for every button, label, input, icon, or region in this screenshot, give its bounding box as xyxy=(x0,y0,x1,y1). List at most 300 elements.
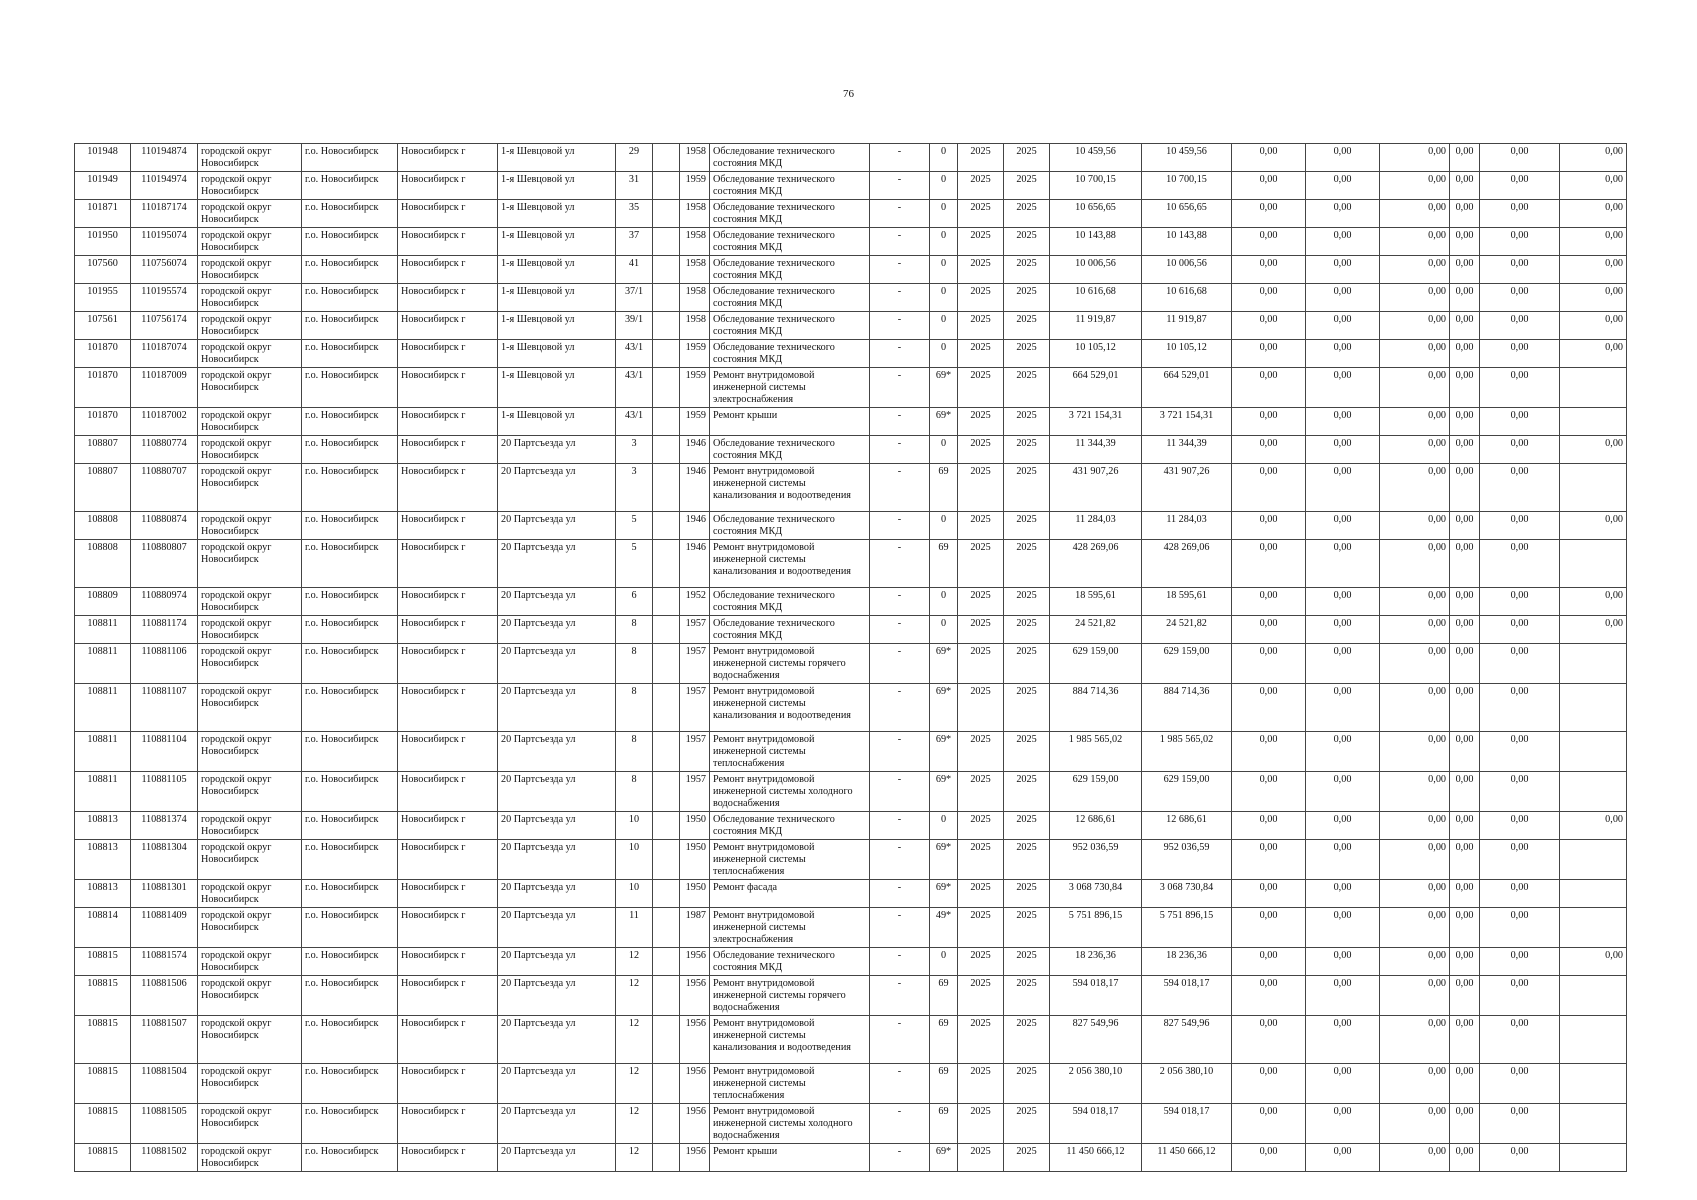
work-id-cell: 110194874 xyxy=(131,144,198,172)
year-end-cell: 2025 xyxy=(1004,368,1050,408)
wear-cell: 69 xyxy=(930,976,958,1016)
street-cell: 20 Партсъезда ул xyxy=(498,840,616,880)
district-cell: г.о. Новосибирск xyxy=(302,732,398,772)
work-type-cell: Ремонт внутридомовой инженерной системы горячего водоснабжения xyxy=(710,644,870,684)
amount-cell: 0,00 xyxy=(1380,976,1450,1016)
table-row xyxy=(75,464,1627,512)
work-id-cell: 110756174 xyxy=(131,312,198,340)
amount-cell: 0,00 xyxy=(1232,1104,1306,1144)
amount-cell xyxy=(1560,772,1627,812)
cost-total-cell: 5 751 896,15 xyxy=(1050,908,1142,948)
amount-cell: 0,00 xyxy=(1232,908,1306,948)
year-start-cell: 2025 xyxy=(958,732,1004,772)
amount-cell: 0,00 xyxy=(1232,684,1306,732)
amount-cell: 0,00 xyxy=(1560,312,1627,340)
municipality-cell: городской округ Новосибирск xyxy=(198,732,302,772)
year-start-cell: 2025 xyxy=(958,512,1004,540)
building-cell xyxy=(653,976,680,1016)
year-end-cell: 2025 xyxy=(1004,840,1050,880)
amount-cell: 0,00 xyxy=(1450,616,1480,644)
table-row xyxy=(75,772,1627,812)
house-number-cell: 10 xyxy=(616,840,653,880)
house-number-cell: 8 xyxy=(616,684,653,732)
work-id-cell: 110880807 xyxy=(131,540,198,588)
wear-cell: 69 xyxy=(930,540,958,588)
year-start-cell: 2025 xyxy=(958,256,1004,284)
amount-cell: 0,00 xyxy=(1560,812,1627,840)
amount-cell: 0,00 xyxy=(1450,436,1480,464)
work-type-cell: Обследование технического состояния МКД xyxy=(710,172,870,200)
amount-cell: 0,00 xyxy=(1306,908,1380,948)
amount-cell: 0,00 xyxy=(1306,228,1380,256)
house-number-cell: 43/1 xyxy=(616,340,653,368)
work-type-cell: Обследование технического состояния МКД xyxy=(710,284,870,312)
municipality-cell: городской округ Новосибирск xyxy=(198,200,302,228)
cost-fund-cell: 5 751 896,15 xyxy=(1142,908,1232,948)
city-cell: Новосибирск г xyxy=(398,684,498,732)
municipality-cell: городской округ Новосибирск xyxy=(198,1144,302,1172)
cost-fund-cell: 10 105,12 xyxy=(1142,340,1232,368)
building-cell xyxy=(653,684,680,732)
house-id-cell: 108808 xyxy=(75,540,131,588)
building-cell xyxy=(653,1144,680,1172)
amount-cell: 0,00 xyxy=(1306,284,1380,312)
amount-cell: 0,00 xyxy=(1232,256,1306,284)
wear-cell: 0 xyxy=(930,616,958,644)
municipality-cell: городской округ Новосибирск xyxy=(198,340,302,368)
amount-cell: 0,00 xyxy=(1480,144,1560,172)
amount-cell: 0,00 xyxy=(1450,284,1480,312)
house-number-cell: 11 xyxy=(616,908,653,948)
district-cell: г.о. Новосибирск xyxy=(302,540,398,588)
cost-fund-cell: 10 700,15 xyxy=(1142,172,1232,200)
year-end-cell: 2025 xyxy=(1004,340,1050,368)
cost-total-cell: 2 056 380,10 xyxy=(1050,1064,1142,1104)
year-built-cell: 1959 xyxy=(680,340,710,368)
cost-fund-cell: 827 549,96 xyxy=(1142,1016,1232,1064)
amount-cell: 0,00 xyxy=(1306,644,1380,684)
year-start-cell: 2025 xyxy=(958,684,1004,732)
amount-cell: 0,00 xyxy=(1450,948,1480,976)
work-id-cell: 110880707 xyxy=(131,464,198,512)
year-built-cell: 1987 xyxy=(680,908,710,948)
city-cell: Новосибирск г xyxy=(398,948,498,976)
amount-cell: 0,00 xyxy=(1450,172,1480,200)
year-built-cell: 1958 xyxy=(680,256,710,284)
table-row xyxy=(75,340,1627,368)
amount-cell: 0,00 xyxy=(1380,512,1450,540)
house-number-cell: 37 xyxy=(616,228,653,256)
cost-total-cell: 10 105,12 xyxy=(1050,340,1142,368)
year-built-cell: 1959 xyxy=(680,172,710,200)
year-end-cell: 2025 xyxy=(1004,256,1050,284)
city-cell: Новосибирск г xyxy=(398,200,498,228)
house-id-cell: 108811 xyxy=(75,616,131,644)
amount-cell xyxy=(1560,540,1627,588)
house-number-cell: 43/1 xyxy=(616,408,653,436)
work-type-cell: Обследование технического состояния МКД xyxy=(710,812,870,840)
amount-cell: 0,00 xyxy=(1306,144,1380,172)
amount-cell: 0,00 xyxy=(1380,256,1450,284)
amount-cell xyxy=(1560,732,1627,772)
district-cell: г.о. Новосибирск xyxy=(302,512,398,540)
municipality-cell: городской округ Новосибирск xyxy=(198,540,302,588)
house-id-cell: 101950 xyxy=(75,228,131,256)
amount-cell: 0,00 xyxy=(1232,408,1306,436)
cost-fund-cell: 884 714,36 xyxy=(1142,684,1232,732)
year-end-cell: 2025 xyxy=(1004,812,1050,840)
building-cell xyxy=(653,908,680,948)
street-cell: 1-я Шевцовой ул xyxy=(498,256,616,284)
amount-cell: 0,00 xyxy=(1480,172,1560,200)
dash-cell: - xyxy=(870,948,930,976)
amount-cell: 0,00 xyxy=(1306,684,1380,732)
amount-cell: 0,00 xyxy=(1306,464,1380,512)
wear-cell: 0 xyxy=(930,144,958,172)
cost-fund-cell: 18 236,36 xyxy=(1142,948,1232,976)
cost-total-cell: 11 450 666,12 xyxy=(1050,1144,1142,1172)
year-start-cell: 2025 xyxy=(958,340,1004,368)
year-built-cell: 1957 xyxy=(680,684,710,732)
amount-cell: 0,00 xyxy=(1306,540,1380,588)
city-cell: Новосибирск г xyxy=(398,144,498,172)
dash-cell: - xyxy=(870,880,930,908)
table-row xyxy=(75,812,1627,840)
district-cell: г.о. Новосибирск xyxy=(302,588,398,616)
wear-cell: 69 xyxy=(930,1064,958,1104)
dash-cell: - xyxy=(870,812,930,840)
work-id-cell: 110187009 xyxy=(131,368,198,408)
cost-fund-cell: 24 521,82 xyxy=(1142,616,1232,644)
cost-total-cell: 629 159,00 xyxy=(1050,772,1142,812)
street-cell: 20 Партсъезда ул xyxy=(498,948,616,976)
cost-total-cell: 10 656,65 xyxy=(1050,200,1142,228)
amount-cell: 0,00 xyxy=(1480,772,1560,812)
building-cell xyxy=(653,1064,680,1104)
year-start-cell: 2025 xyxy=(958,1104,1004,1144)
amount-cell: 0,00 xyxy=(1232,588,1306,616)
cost-total-cell: 664 529,01 xyxy=(1050,368,1142,408)
wear-cell: 0 xyxy=(930,284,958,312)
table-row xyxy=(75,588,1627,616)
table-row xyxy=(75,840,1627,880)
amount-cell: 0,00 xyxy=(1306,1064,1380,1104)
year-built-cell: 1958 xyxy=(680,312,710,340)
city-cell: Новосибирск г xyxy=(398,228,498,256)
year-end-cell: 2025 xyxy=(1004,1144,1050,1172)
building-cell xyxy=(653,540,680,588)
amount-cell: 0,00 xyxy=(1480,408,1560,436)
work-id-cell: 110880774 xyxy=(131,436,198,464)
work-type-cell: Обследование технического состояния МКД xyxy=(710,312,870,340)
municipality-cell: городской округ Новосибирск xyxy=(198,812,302,840)
table-row xyxy=(75,976,1627,1016)
amount-cell: 0,00 xyxy=(1306,948,1380,976)
amount-cell: 0,00 xyxy=(1380,948,1450,976)
municipality-cell: городской округ Новосибирск xyxy=(198,840,302,880)
building-cell xyxy=(653,840,680,880)
building-cell xyxy=(653,144,680,172)
street-cell: 20 Партсъезда ул xyxy=(498,908,616,948)
table-row xyxy=(75,408,1627,436)
amount-cell: 0,00 xyxy=(1232,540,1306,588)
amount-cell: 0,00 xyxy=(1450,840,1480,880)
work-id-cell: 110881107 xyxy=(131,684,198,732)
amount-cell: 0,00 xyxy=(1380,228,1450,256)
city-cell: Новосибирск г xyxy=(398,976,498,1016)
year-built-cell: 1958 xyxy=(680,144,710,172)
city-cell: Новосибирск г xyxy=(398,644,498,684)
cost-total-cell: 11 344,39 xyxy=(1050,436,1142,464)
table-row xyxy=(75,880,1627,908)
cost-total-cell: 952 036,59 xyxy=(1050,840,1142,880)
year-end-cell: 2025 xyxy=(1004,436,1050,464)
work-type-cell: Ремонт внутридомовой инженерной системы горячего водоснабжения xyxy=(710,976,870,1016)
amount-cell: 0,00 xyxy=(1232,464,1306,512)
work-type-cell: Обследование технического состояния МКД xyxy=(710,948,870,976)
cost-total-cell: 594 018,17 xyxy=(1050,976,1142,1016)
district-cell: г.о. Новосибирск xyxy=(302,436,398,464)
street-cell: 20 Партсъезда ул xyxy=(498,616,616,644)
amount-cell: 0,00 xyxy=(1232,948,1306,976)
year-end-cell: 2025 xyxy=(1004,1104,1050,1144)
amount-cell: 0,00 xyxy=(1232,228,1306,256)
amount-cell: 0,00 xyxy=(1480,880,1560,908)
table-row xyxy=(75,732,1627,772)
amount-cell: 0,00 xyxy=(1450,772,1480,812)
house-id-cell: 108808 xyxy=(75,512,131,540)
dash-cell: - xyxy=(870,772,930,812)
table-row xyxy=(75,644,1627,684)
amount-cell: 0,00 xyxy=(1480,512,1560,540)
wear-cell: 0 xyxy=(930,812,958,840)
cost-fund-cell: 10 006,56 xyxy=(1142,256,1232,284)
municipality-cell: городской округ Новосибирск xyxy=(198,588,302,616)
year-start-cell: 2025 xyxy=(958,908,1004,948)
amount-cell: 0,00 xyxy=(1232,340,1306,368)
wear-cell: 0 xyxy=(930,172,958,200)
dash-cell: - xyxy=(870,588,930,616)
table-row xyxy=(75,312,1627,340)
amount-cell xyxy=(1560,1016,1627,1064)
building-cell xyxy=(653,340,680,368)
year-end-cell: 2025 xyxy=(1004,1064,1050,1104)
amount-cell: 0,00 xyxy=(1480,228,1560,256)
municipality-cell: городской округ Новосибирск xyxy=(198,312,302,340)
house-id-cell: 108815 xyxy=(75,1144,131,1172)
work-type-cell: Ремонт крыши xyxy=(710,1144,870,1172)
cost-total-cell: 431 907,26 xyxy=(1050,464,1142,512)
work-type-cell: Ремонт внутридомовой инженерной системы канализования и водоотведения xyxy=(710,1016,870,1064)
amount-cell: 0,00 xyxy=(1306,812,1380,840)
year-end-cell: 2025 xyxy=(1004,540,1050,588)
house-number-cell: 39/1 xyxy=(616,312,653,340)
wear-cell: 0 xyxy=(930,948,958,976)
amount-cell: 0,00 xyxy=(1306,1104,1380,1144)
cost-fund-cell: 11 344,39 xyxy=(1142,436,1232,464)
amount-cell: 0,00 xyxy=(1480,256,1560,284)
work-type-cell: Ремонт внутридомовой инженерной системы теплоснабжения xyxy=(710,732,870,772)
house-id-cell: 108815 xyxy=(75,1016,131,1064)
house-number-cell: 8 xyxy=(616,644,653,684)
district-cell: г.о. Новосибирск xyxy=(302,840,398,880)
dash-cell: - xyxy=(870,684,930,732)
cost-fund-cell: 10 656,65 xyxy=(1142,200,1232,228)
table-body xyxy=(75,144,1627,1172)
amount-cell: 0,00 xyxy=(1480,1016,1560,1064)
wear-cell: 69* xyxy=(930,772,958,812)
district-cell: г.о. Новосибирск xyxy=(302,368,398,408)
year-built-cell: 1956 xyxy=(680,1144,710,1172)
year-end-cell: 2025 xyxy=(1004,200,1050,228)
amount-cell: 0,00 xyxy=(1480,284,1560,312)
amount-cell: 0,00 xyxy=(1480,976,1560,1016)
dash-cell: - xyxy=(870,1016,930,1064)
amount-cell: 0,00 xyxy=(1450,256,1480,284)
year-end-cell: 2025 xyxy=(1004,732,1050,772)
city-cell: Новосибирск г xyxy=(398,408,498,436)
district-cell: г.о. Новосибирск xyxy=(302,1104,398,1144)
street-cell: 20 Партсъезда ул xyxy=(498,1064,616,1104)
district-cell: г.о. Новосибирск xyxy=(302,772,398,812)
city-cell: Новосибирск г xyxy=(398,172,498,200)
amount-cell: 0,00 xyxy=(1232,880,1306,908)
amount-cell: 0,00 xyxy=(1380,368,1450,408)
dash-cell: - xyxy=(870,256,930,284)
amount-cell: 0,00 xyxy=(1560,172,1627,200)
work-id-cell: 110195074 xyxy=(131,228,198,256)
work-id-cell: 110881507 xyxy=(131,1016,198,1064)
city-cell: Новосибирск г xyxy=(398,1016,498,1064)
street-cell: 20 Партсъезда ул xyxy=(498,1144,616,1172)
district-cell: г.о. Новосибирск xyxy=(302,312,398,340)
page-number: 76 xyxy=(843,88,854,100)
work-type-cell: Обследование технического состояния МКД xyxy=(710,256,870,284)
wear-cell: 69* xyxy=(930,408,958,436)
amount-cell: 0,00 xyxy=(1560,588,1627,616)
dash-cell: - xyxy=(870,284,930,312)
street-cell: 20 Партсъезда ул xyxy=(498,1104,616,1144)
table-row xyxy=(75,228,1627,256)
building-cell xyxy=(653,312,680,340)
cost-total-cell: 11 919,87 xyxy=(1050,312,1142,340)
year-built-cell: 1956 xyxy=(680,1104,710,1144)
amount-cell: 0,00 xyxy=(1450,312,1480,340)
amount-cell: 0,00 xyxy=(1480,732,1560,772)
work-id-cell: 110756074 xyxy=(131,256,198,284)
city-cell: Новосибирск г xyxy=(398,312,498,340)
amount-cell: 0,00 xyxy=(1480,340,1560,368)
cost-fund-cell: 3 721 154,31 xyxy=(1142,408,1232,436)
amount-cell: 0,00 xyxy=(1380,1064,1450,1104)
year-built-cell: 1956 xyxy=(680,976,710,1016)
amount-cell: 0,00 xyxy=(1480,684,1560,732)
building-cell xyxy=(653,948,680,976)
street-cell: 20 Партсъезда ул xyxy=(498,976,616,1016)
municipality-cell: городской округ Новосибирск xyxy=(198,908,302,948)
dash-cell: - xyxy=(870,172,930,200)
year-built-cell: 1958 xyxy=(680,200,710,228)
building-cell xyxy=(653,512,680,540)
table-row xyxy=(75,684,1627,732)
cost-total-cell: 827 549,96 xyxy=(1050,1016,1142,1064)
dash-cell: - xyxy=(870,408,930,436)
wear-cell: 69* xyxy=(930,644,958,684)
dash-cell: - xyxy=(870,732,930,772)
dash-cell: - xyxy=(870,840,930,880)
cost-total-cell: 10 459,56 xyxy=(1050,144,1142,172)
municipality-cell: городской округ Новосибирск xyxy=(198,284,302,312)
amount-cell: 0,00 xyxy=(1480,812,1560,840)
year-end-cell: 2025 xyxy=(1004,172,1050,200)
work-type-cell: Обследование технического состояния МКД xyxy=(710,340,870,368)
municipality-cell: городской округ Новосибирск xyxy=(198,1064,302,1104)
year-built-cell: 1946 xyxy=(680,464,710,512)
amount-cell: 0,00 xyxy=(1306,200,1380,228)
amount-cell xyxy=(1560,880,1627,908)
year-start-cell: 2025 xyxy=(958,284,1004,312)
wear-cell: 69 xyxy=(930,1104,958,1144)
dash-cell: - xyxy=(870,464,930,512)
street-cell: 1-я Шевцовой ул xyxy=(498,144,616,172)
building-cell xyxy=(653,228,680,256)
amount-cell: 0,00 xyxy=(1232,812,1306,840)
table-row xyxy=(75,172,1627,200)
street-cell: 20 Партсъезда ул xyxy=(498,512,616,540)
year-end-cell: 2025 xyxy=(1004,284,1050,312)
municipality-cell: городской округ Новосибирск xyxy=(198,772,302,812)
building-cell xyxy=(653,732,680,772)
house-number-cell: 29 xyxy=(616,144,653,172)
amount-cell: 0,00 xyxy=(1232,172,1306,200)
table-row xyxy=(75,540,1627,588)
amount-cell: 0,00 xyxy=(1480,464,1560,512)
cost-fund-cell: 1 985 565,02 xyxy=(1142,732,1232,772)
wear-cell: 0 xyxy=(930,340,958,368)
year-start-cell: 2025 xyxy=(958,1144,1004,1172)
year-end-cell: 2025 xyxy=(1004,1016,1050,1064)
amount-cell: 0,00 xyxy=(1450,684,1480,732)
amount-cell: 0,00 xyxy=(1450,464,1480,512)
amount-cell: 0,00 xyxy=(1480,1064,1560,1104)
year-built-cell: 1959 xyxy=(680,368,710,408)
house-number-cell: 35 xyxy=(616,200,653,228)
cost-total-cell: 10 616,68 xyxy=(1050,284,1142,312)
cost-fund-cell: 3 068 730,84 xyxy=(1142,880,1232,908)
work-type-cell: Ремонт внутридомовой инженерной системы канализования и водоотведения xyxy=(710,684,870,732)
amount-cell: 0,00 xyxy=(1450,812,1480,840)
wear-cell: 0 xyxy=(930,228,958,256)
amount-cell: 0,00 xyxy=(1306,1144,1380,1172)
amount-cell: 0,00 xyxy=(1560,228,1627,256)
city-cell: Новосибирск г xyxy=(398,1104,498,1144)
year-built-cell: 1946 xyxy=(680,436,710,464)
cost-total-cell: 10 143,88 xyxy=(1050,228,1142,256)
house-id-cell: 108813 xyxy=(75,812,131,840)
amount-cell: 0,00 xyxy=(1450,1016,1480,1064)
cost-fund-cell: 629 159,00 xyxy=(1142,644,1232,684)
house-id-cell: 108813 xyxy=(75,880,131,908)
year-built-cell: 1956 xyxy=(680,948,710,976)
dash-cell: - xyxy=(870,512,930,540)
street-cell: 1-я Шевцовой ул xyxy=(498,200,616,228)
house-number-cell: 41 xyxy=(616,256,653,284)
house-number-cell: 12 xyxy=(616,1144,653,1172)
cost-fund-cell: 431 907,26 xyxy=(1142,464,1232,512)
dash-cell: - xyxy=(870,436,930,464)
dash-cell: - xyxy=(870,312,930,340)
amount-cell: 0,00 xyxy=(1380,200,1450,228)
